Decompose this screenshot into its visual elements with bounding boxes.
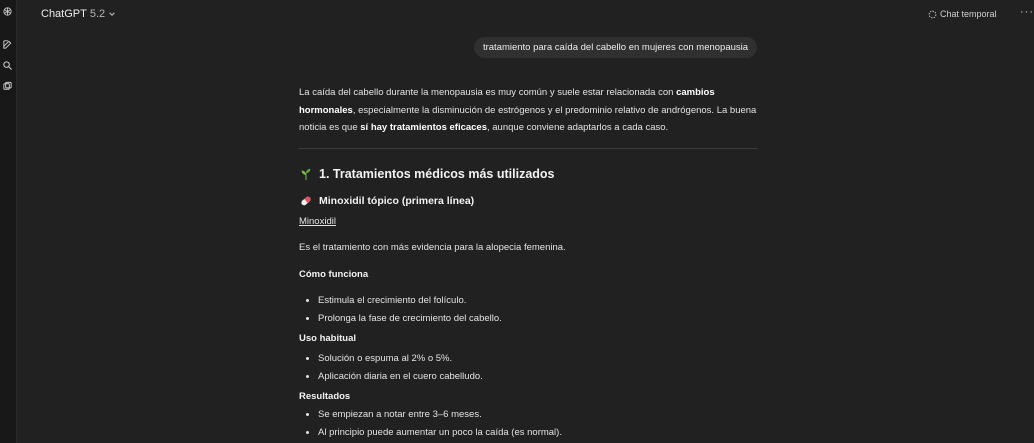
more-options-icon[interactable]: ··· <box>1020 6 1034 18</box>
evidence-text: Es el tratamiento con más evidencia para la alopecia femenina. <box>299 242 566 253</box>
top-bar <box>16 0 1034 30</box>
herb-icon <box>299 167 313 181</box>
intro-bold-2: sí hay tratamientos eficaces <box>360 122 487 133</box>
model-name: ChatGPT <box>41 8 87 20</box>
model-version: 5.2 <box>89 8 106 20</box>
temporary-chat-label: Chat temporal <box>940 9 997 19</box>
intro-text-1: La caída del cabello durante la menopausia es muy común y suele estar relacionada con <box>299 87 677 98</box>
how-it-works-label: Cómo funciona <box>299 269 369 280</box>
list-item: • Al principio puede aumentar un poco la caída (es normal). <box>318 424 562 442</box>
model-selector[interactable] <box>41 8 116 20</box>
how-it-works-list <box>299 292 502 327</box>
assistant-intro-paragraph <box>299 84 759 137</box>
sidebar-rail <box>0 0 17 443</box>
list-item: • Estimula el crecimiento del folículo. <box>318 292 502 310</box>
new-chat-icon[interactable] <box>1 38 14 51</box>
user-message-text: tratamiento para caída del cabello en mujeres con menopausia <box>482 42 749 53</box>
section-title: 1. Tratamientos médicos más utilizados <box>319 167 555 181</box>
intro-text-2: , especialmente la disminución de estrógenos y el predominio relativo de andrógenos. La buena noticia es que <box>299 104 757 133</box>
subsection-title: Minoxidil tópico (primera línea) <box>319 195 475 207</box>
intro-bold-1: cambios hormonales <box>299 87 715 116</box>
pill-icon <box>299 194 313 208</box>
minoxidil-link[interactable]: Minoxidil <box>299 216 336 227</box>
usage-label: Uso habitual <box>299 333 357 344</box>
usage-list <box>299 350 483 385</box>
chevron-down-icon <box>108 10 116 18</box>
list-item: • Solución o espuma al 2% o 5%. <box>318 350 483 368</box>
results-label: Resultados <box>299 391 351 402</box>
section-divider <box>299 148 757 149</box>
section-heading <box>299 167 555 181</box>
subsection-heading <box>299 194 474 208</box>
list-item: • Prolonga la fase de crecimiento del cabello. <box>318 310 502 328</box>
temporary-chat-button[interactable] <box>928 9 997 19</box>
list-item: • Aplicación diaria en el cuero cabelludo. <box>318 368 483 386</box>
results-list <box>299 406 562 441</box>
dashed-circle-icon <box>928 10 937 19</box>
search-icon[interactable] <box>1 59 14 72</box>
library-icon[interactable] <box>1 80 14 93</box>
chatgpt-logo-icon[interactable] <box>1 5 14 18</box>
intro-text-3: , aunque conviene adaptarlos a cada caso. <box>487 122 669 133</box>
user-message-bubble <box>474 37 757 58</box>
list-item: • Se empiezan a notar entre 3–6 meses. <box>318 406 562 424</box>
